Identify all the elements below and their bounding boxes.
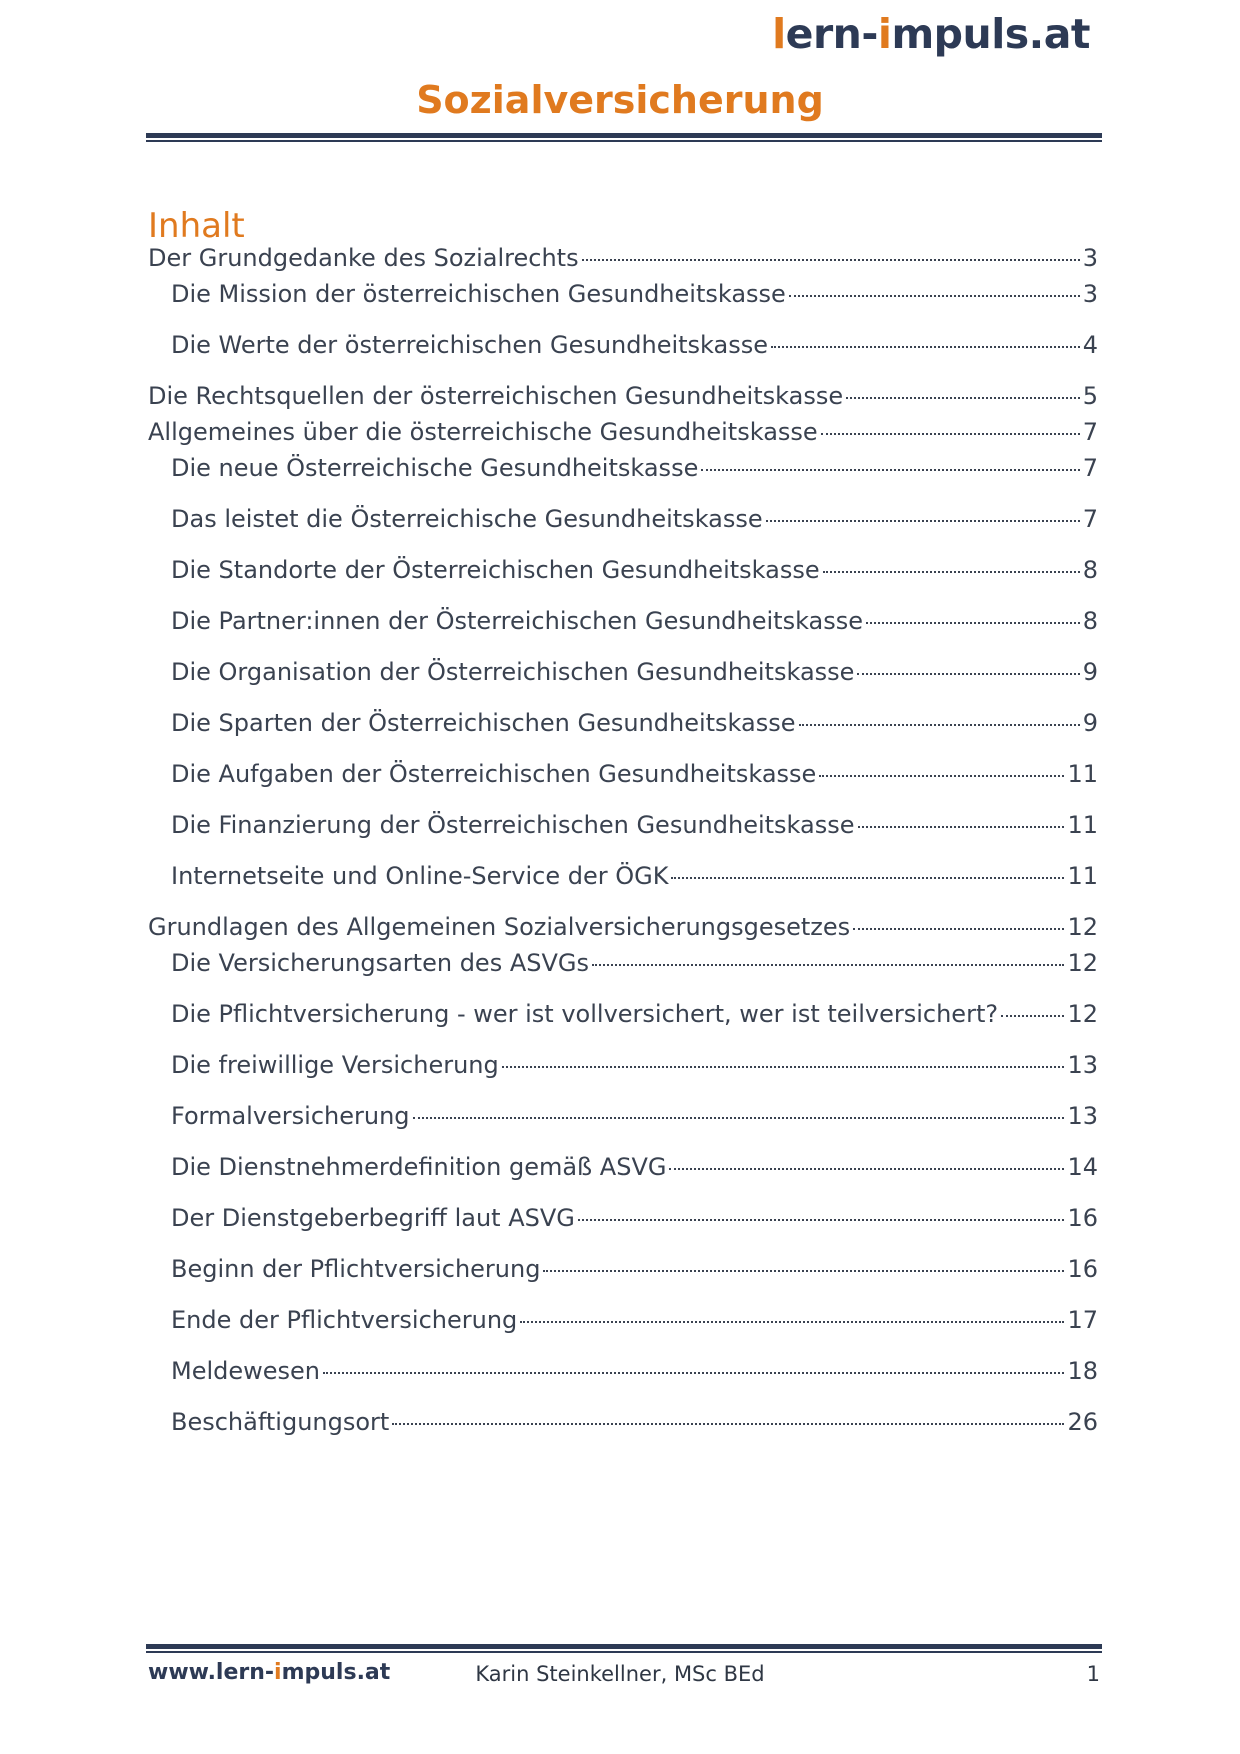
toc-entry-page: 26 — [1067, 1408, 1098, 1436]
toc-entry-title: Die Mission der österreichischen Gesundheitskasse — [171, 280, 786, 308]
toc-dot-leader — [582, 259, 1080, 261]
toc-dot-leader — [846, 397, 1080, 399]
toc-entry-title: Internetseite und Online-Service der ÖGK — [171, 862, 669, 890]
toc-dot-leader — [413, 1117, 1065, 1119]
toc-dot-leader — [502, 1066, 1065, 1068]
brand-logo — [772, 10, 1090, 59]
toc-entry[interactable] — [171, 1204, 1098, 1233]
toc-entry-page: 18 — [1067, 1357, 1098, 1385]
toc-entry-page: 8 — [1082, 607, 1098, 635]
toc-dot-leader — [669, 1168, 1064, 1170]
toc-entry[interactable] — [171, 811, 1098, 840]
brand-logo-part: ern- — [785, 10, 878, 58]
toc-entry-title: Die Rechtsquellen der österreichischen Gesundheitskasse — [148, 382, 844, 410]
toc-entry-title: Die Standorte der Österreichischen Gesundheitskasse — [171, 556, 820, 584]
toc-entry[interactable] — [171, 658, 1098, 687]
toc-entry-title: Formalversicherung — [171, 1102, 410, 1130]
toc-entry-page: 13 — [1067, 1051, 1098, 1079]
toc-entry-title: Grundlagen des Allgemeinen Sozialversicherungsgesetzes — [148, 913, 851, 941]
toc-entry[interactable] — [148, 244, 1098, 273]
toc-entry[interactable] — [148, 913, 1098, 942]
toc-entry[interactable] — [171, 1357, 1098, 1386]
brand-logo-part: l — [772, 10, 786, 58]
toc-entry-page: 5 — [1082, 382, 1098, 410]
toc-dot-leader — [578, 1219, 1065, 1221]
brand-logo-part: i — [877, 10, 892, 58]
toc-entry-title: Die Werte der österreichischen Gesundheitskasse — [171, 331, 769, 359]
toc-entry-page: 9 — [1082, 658, 1098, 686]
toc-dot-leader — [592, 964, 1064, 966]
toc-entry[interactable] — [171, 607, 1098, 636]
toc-entry-title: Der Grundgedanke des Sozialrechts — [148, 244, 579, 272]
toc-entry-page: 11 — [1067, 760, 1098, 788]
toc-entry-page: 16 — [1067, 1204, 1098, 1232]
toc-dot-leader — [821, 433, 1080, 435]
toc-entry[interactable] — [171, 280, 1098, 309]
toc-entry-title: Die Partner:innen der Österreichischen Gesundheitskasse — [171, 607, 864, 635]
toc-entry-page: 12 — [1067, 1000, 1098, 1028]
page-number: 1 — [1086, 1662, 1100, 1686]
toc-entry-page: 16 — [1067, 1255, 1098, 1283]
toc-heading: Inhalt — [148, 206, 245, 246]
toc-dot-leader — [323, 1372, 1064, 1374]
toc-entry[interactable] — [171, 331, 1098, 360]
toc-entry-title: Meldewesen — [171, 1357, 321, 1385]
toc-entry[interactable] — [171, 760, 1098, 789]
toc-entry[interactable] — [171, 556, 1098, 585]
toc-dot-leader — [701, 469, 1079, 471]
toc-entry[interactable] — [171, 949, 1098, 978]
toc-entry[interactable] — [148, 382, 1098, 411]
toc-entry-page: 12 — [1067, 913, 1098, 941]
toc-entry-title: Die Sparten der Österreichischen Gesundheitskasse — [171, 709, 796, 737]
footer-url-part: www.l — [148, 1660, 224, 1685]
footer-url-part: mpuls.at — [281, 1660, 391, 1685]
toc-entry-page: 7 — [1082, 505, 1098, 533]
toc-entry-title: Beschäftigungsort — [171, 1408, 390, 1436]
brand-logo-part: mpuls.at — [891, 10, 1090, 58]
toc-entry-page: 3 — [1082, 244, 1098, 272]
toc-entry[interactable] — [171, 862, 1098, 891]
toc-dot-leader — [858, 826, 1065, 828]
toc-entry-page: 12 — [1067, 949, 1098, 977]
toc-entry-title: Die Finanzierung der Österreichischen Gesundheitskasse — [171, 811, 855, 839]
header-divider — [146, 133, 1102, 142]
toc-entry-title: Die Dienstnehmerdefinition gemäß ASVG — [171, 1153, 667, 1181]
toc-entry-title: Die freiwillige Versicherung — [171, 1051, 499, 1079]
toc-entry-title: Die Pflichtversicherung - wer ist vollversichert, wer ist teilversichert? — [171, 1000, 999, 1028]
toc-dot-leader — [866, 622, 1080, 624]
toc-dot-leader — [819, 775, 1064, 777]
toc-dot-leader — [766, 520, 1080, 522]
toc-entry-title: Beginn der Pflichtversicherung — [171, 1255, 541, 1283]
toc-entry[interactable] — [171, 505, 1098, 534]
toc-dot-leader — [771, 346, 1080, 348]
document-title: Sozialversicherung — [416, 78, 824, 122]
toc-entry-title: Das leistet die Österreichische Gesundheitskasse — [171, 505, 763, 533]
toc-entry[interactable] — [171, 454, 1098, 483]
footer-url-part: i — [274, 1660, 282, 1685]
toc-entry[interactable] — [171, 1102, 1098, 1131]
toc-dot-leader — [392, 1423, 1064, 1425]
toc-entry[interactable] — [171, 1000, 1098, 1029]
toc-dot-leader — [853, 928, 1064, 930]
toc-entry-title: Der Dienstgeberbegriff laut ASVG — [171, 1204, 575, 1232]
toc-entry-page: 7 — [1082, 418, 1098, 446]
toc-entry-page: 17 — [1067, 1306, 1098, 1334]
toc-entry-page: 4 — [1082, 331, 1098, 359]
toc-entry-title: Die Versicherungsarten des ASVGs — [171, 949, 589, 977]
toc-entry-title: Die Aufgaben der Österreichischen Gesundheitskasse — [171, 760, 817, 788]
toc-dot-leader — [823, 571, 1080, 573]
toc-entry-title: Allgemeines über die österreichische Gesundheitskasse — [148, 418, 818, 446]
toc-entry-title: Die neue Österreichische Gesundheitskasse — [171, 454, 699, 482]
toc-dot-leader — [520, 1321, 1064, 1323]
toc-entry[interactable] — [171, 1306, 1098, 1335]
footer-divider — [146, 1644, 1102, 1653]
toc-dot-leader — [671, 877, 1064, 879]
toc-entry-page: 11 — [1067, 862, 1098, 890]
footer-author: Karin Steinkellner, MSc BEd — [475, 1662, 765, 1686]
toc-dot-leader — [857, 673, 1079, 675]
toc-entry-title: Ende der Pflichtversicherung — [171, 1306, 518, 1334]
toc-entry-page: 13 — [1067, 1102, 1098, 1130]
toc-entry-page: 9 — [1082, 709, 1098, 737]
toc-entry-page: 8 — [1082, 556, 1098, 584]
toc-entry-page: 11 — [1067, 811, 1098, 839]
toc-entry-title: Die Organisation der Österreichischen Gesundheitskasse — [171, 658, 855, 686]
toc-dot-leader — [789, 295, 1080, 297]
toc-entry[interactable] — [171, 709, 1098, 738]
toc-entry[interactable] — [171, 1051, 1098, 1080]
toc-entry-page: 14 — [1067, 1153, 1098, 1181]
toc-entry[interactable] — [148, 418, 1098, 447]
toc-entry-page: 3 — [1082, 280, 1098, 308]
footer-url-part: ern- — [223, 1660, 275, 1685]
toc-dot-leader — [1001, 1015, 1064, 1017]
toc-entry-page: 7 — [1082, 454, 1098, 482]
toc-dot-leader — [799, 724, 1080, 726]
toc-dot-leader — [543, 1270, 1064, 1272]
toc-entry[interactable] — [171, 1408, 1098, 1437]
toc-entry[interactable] — [171, 1255, 1098, 1284]
toc-entry[interactable] — [171, 1153, 1098, 1182]
